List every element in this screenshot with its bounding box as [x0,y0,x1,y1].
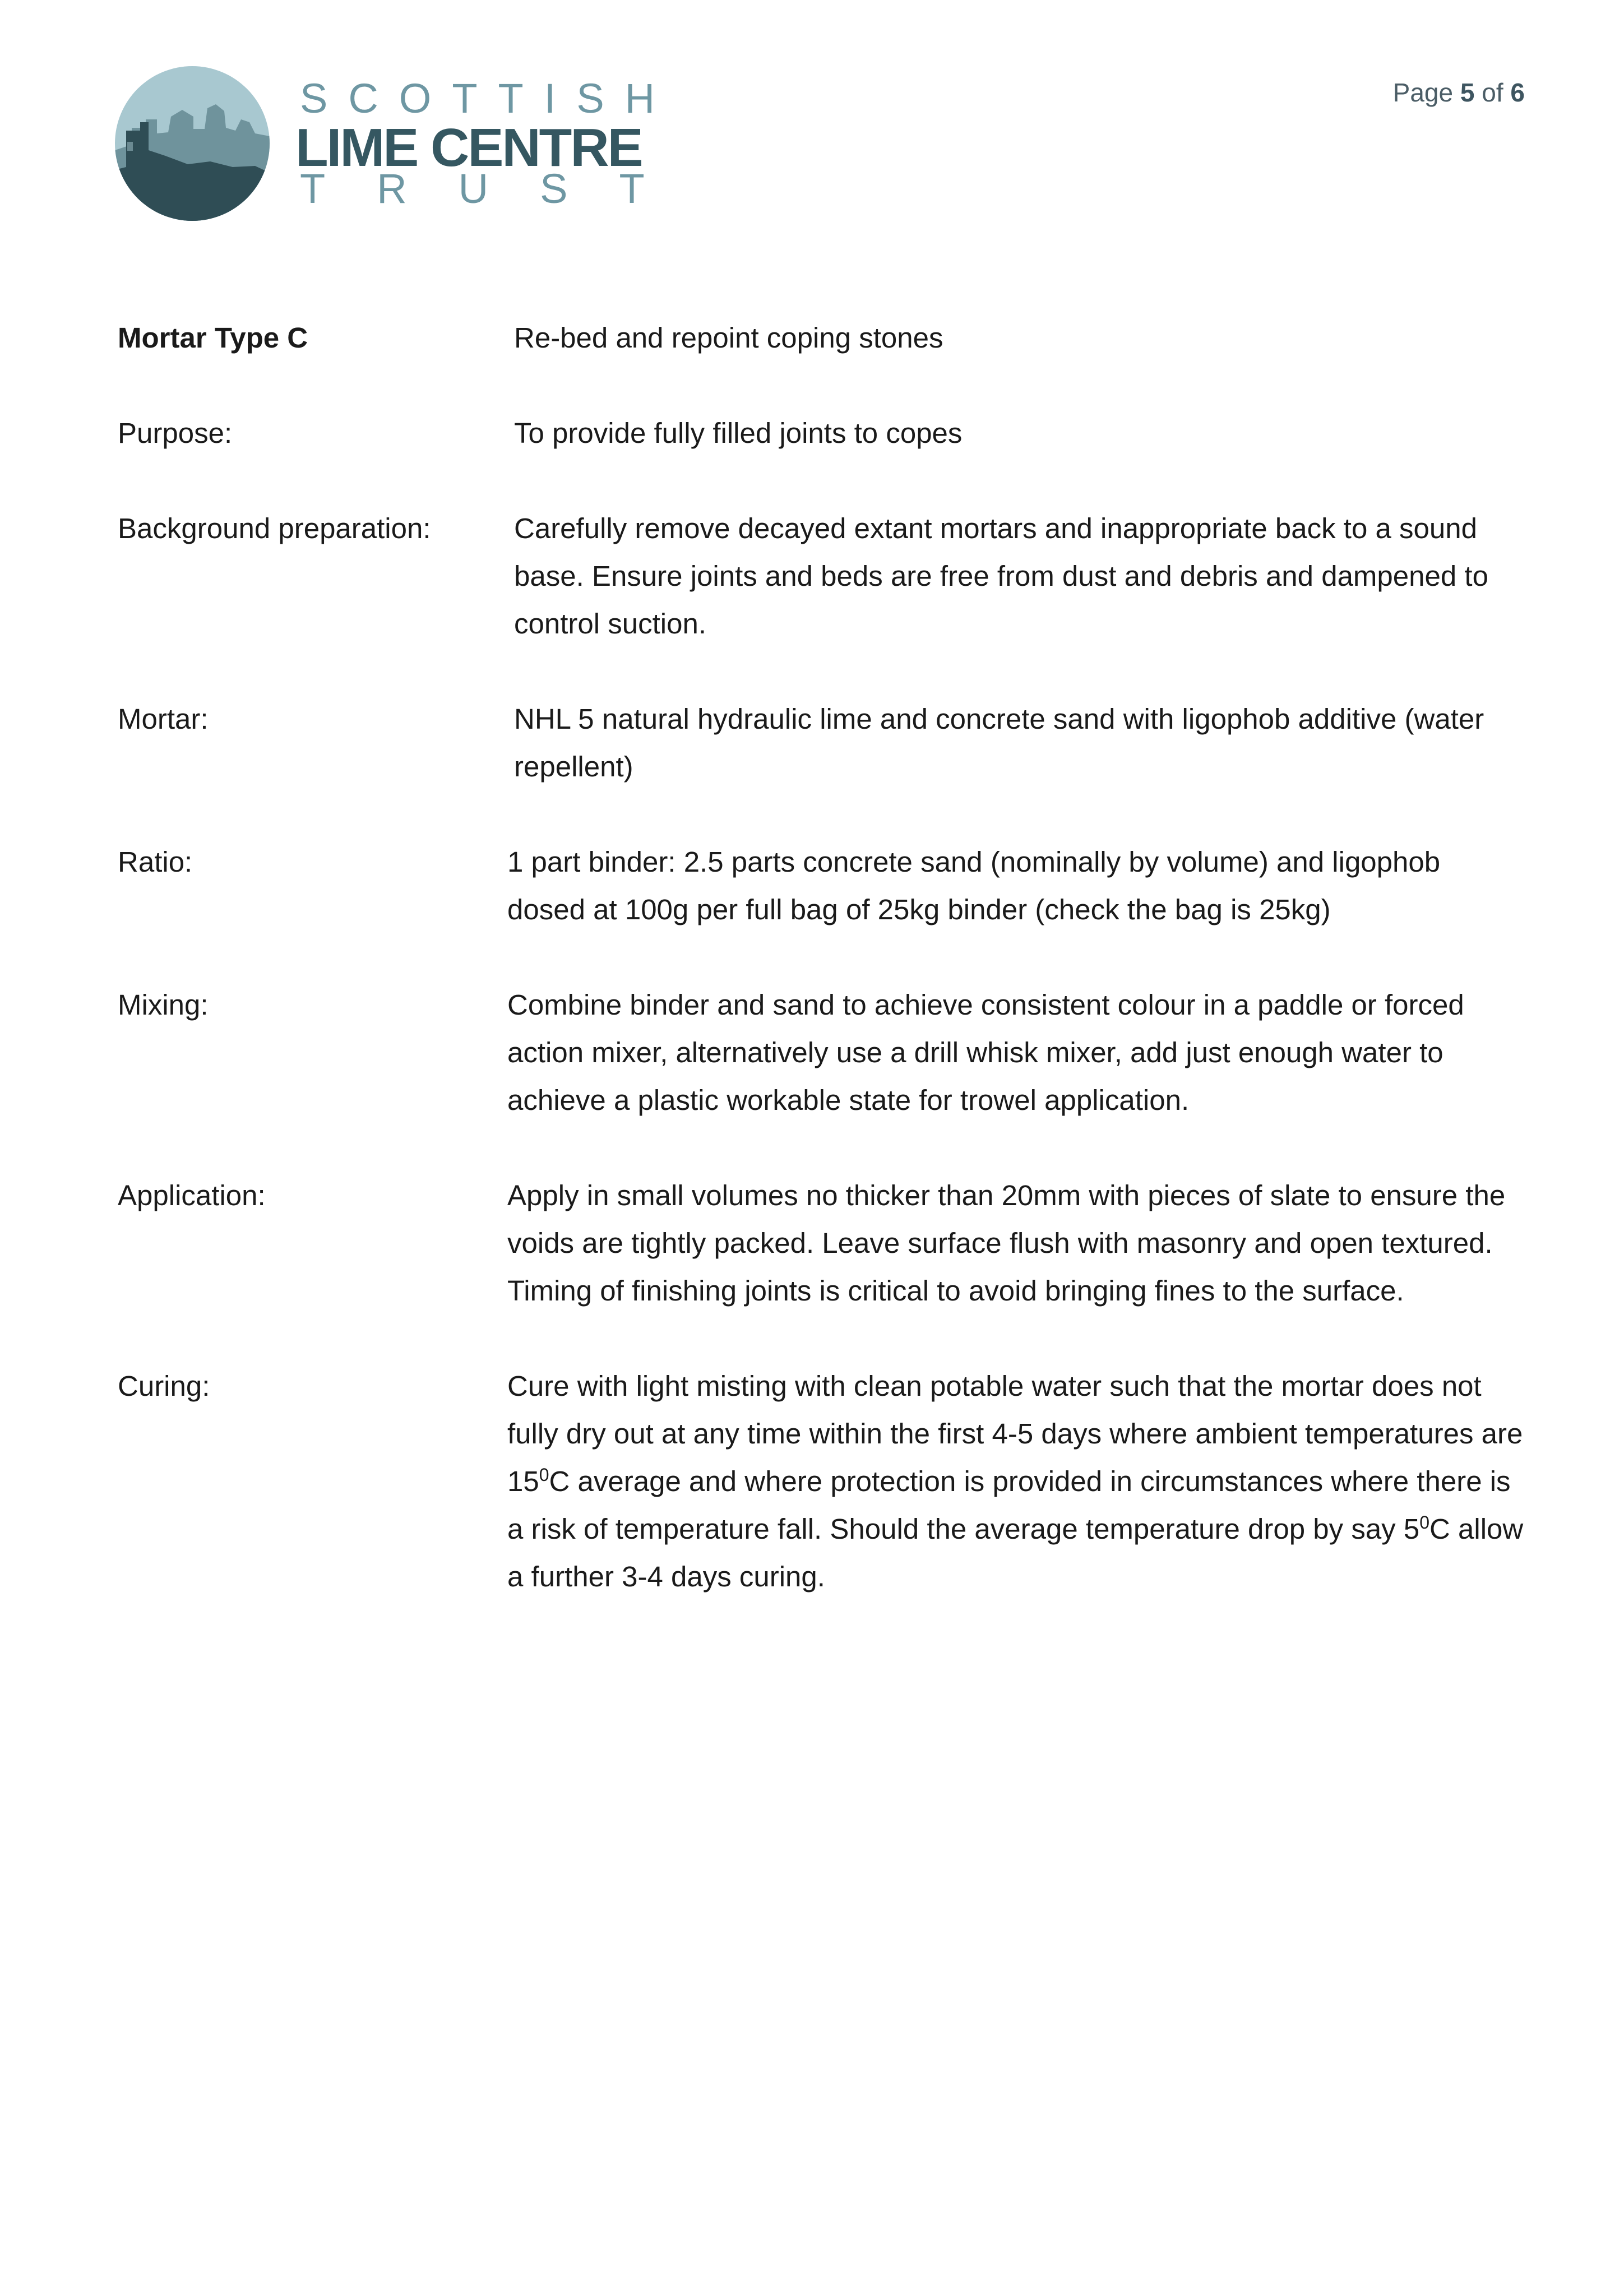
spec-value: 1 part binder: 2.5 parts concrete sand (nominally by volume) and ligophob dosed at 100g per full bag of 25kg binder (check the bag is 25kg) [507,846,1441,925]
spec-row-purpose [118,409,1525,457]
logo-line2: LIME CENTRE [295,118,642,178]
page-number [1233,77,1525,108]
spec-value: Combine binder and sand to achieve consistent colour in a paddle or forced action mixer, alternatively use a drill whisk mixer, add just enough water to achieve a plastic workable state for trowel application. [507,989,1464,1116]
spec-row-mixing [118,981,1525,1124]
page-of: of [1482,78,1503,107]
spec-value: Carefully remove decayed extant mortars and inappropriate back to a sound base. Ensure joints and beds are free from dust and debris and dampened to control suction. [514,512,1488,640]
page-total: 6 [1510,78,1525,107]
spec-value: To provide fully filled joints to copes [514,417,963,449]
spec-row-mortar [118,695,1525,790]
spec-value: Re-bed and repoint coping stones [514,322,943,354]
scottish-lime-centre-trust-logo [115,66,696,223]
spec-row-application [118,1172,1525,1314]
degree-superscript: 0 [539,1465,549,1485]
spec-label: Ratio: [118,846,193,878]
curing-text-part2: C average and where protection is provided in circumstances where there is a risk of temperature fall. Should the average temperature drop by say 5 [507,1465,1511,1545]
spec-label: Mortar: [118,703,209,735]
curing-text-part3: C allow a further 3-4 days curing. [507,1513,1524,1593]
spec-label: Application: [118,1179,266,1211]
spec-value [507,1362,1525,1600]
spec-row-background-preparation [118,504,1525,647]
spec-row-curing [118,1362,1525,1600]
specification-table [118,314,1525,1648]
curing-text-part1: Cure with light misting with clean potable water such that the mortar does not fully dry out at any time within the first 4-5 days where ambient temperatures are 15 [507,1370,1523,1497]
spec-value: NHL 5 natural hydraulic lime and concrete sand with ligophob additive (water repellent) [514,703,1484,783]
spec-row-ratio [118,838,1525,933]
degree-superscript: 0 [1419,1512,1430,1533]
spec-label: Mortar Type C [118,322,308,354]
spec-label: Background preparation: [118,512,431,544]
logo-line1: SCOTTISH [300,75,676,122]
page-current: 5 [1460,78,1475,107]
spec-label: Purpose: [118,417,233,449]
page-label: Page [1392,78,1454,107]
spec-label: Mixing: [118,989,209,1021]
spec-value: Apply in small volumes no thicker than 20mm with pieces of slate to ensure the voids are tightly packed. Leave surface flush with masonry and open textured. Timing of finishing joints is critical to avoid bringing fines to the surface. [507,1179,1506,1307]
spec-row-mortar-type [118,314,1525,362]
spec-label: Curing: [118,1370,210,1402]
logo-line3: TRUST [300,165,696,212]
